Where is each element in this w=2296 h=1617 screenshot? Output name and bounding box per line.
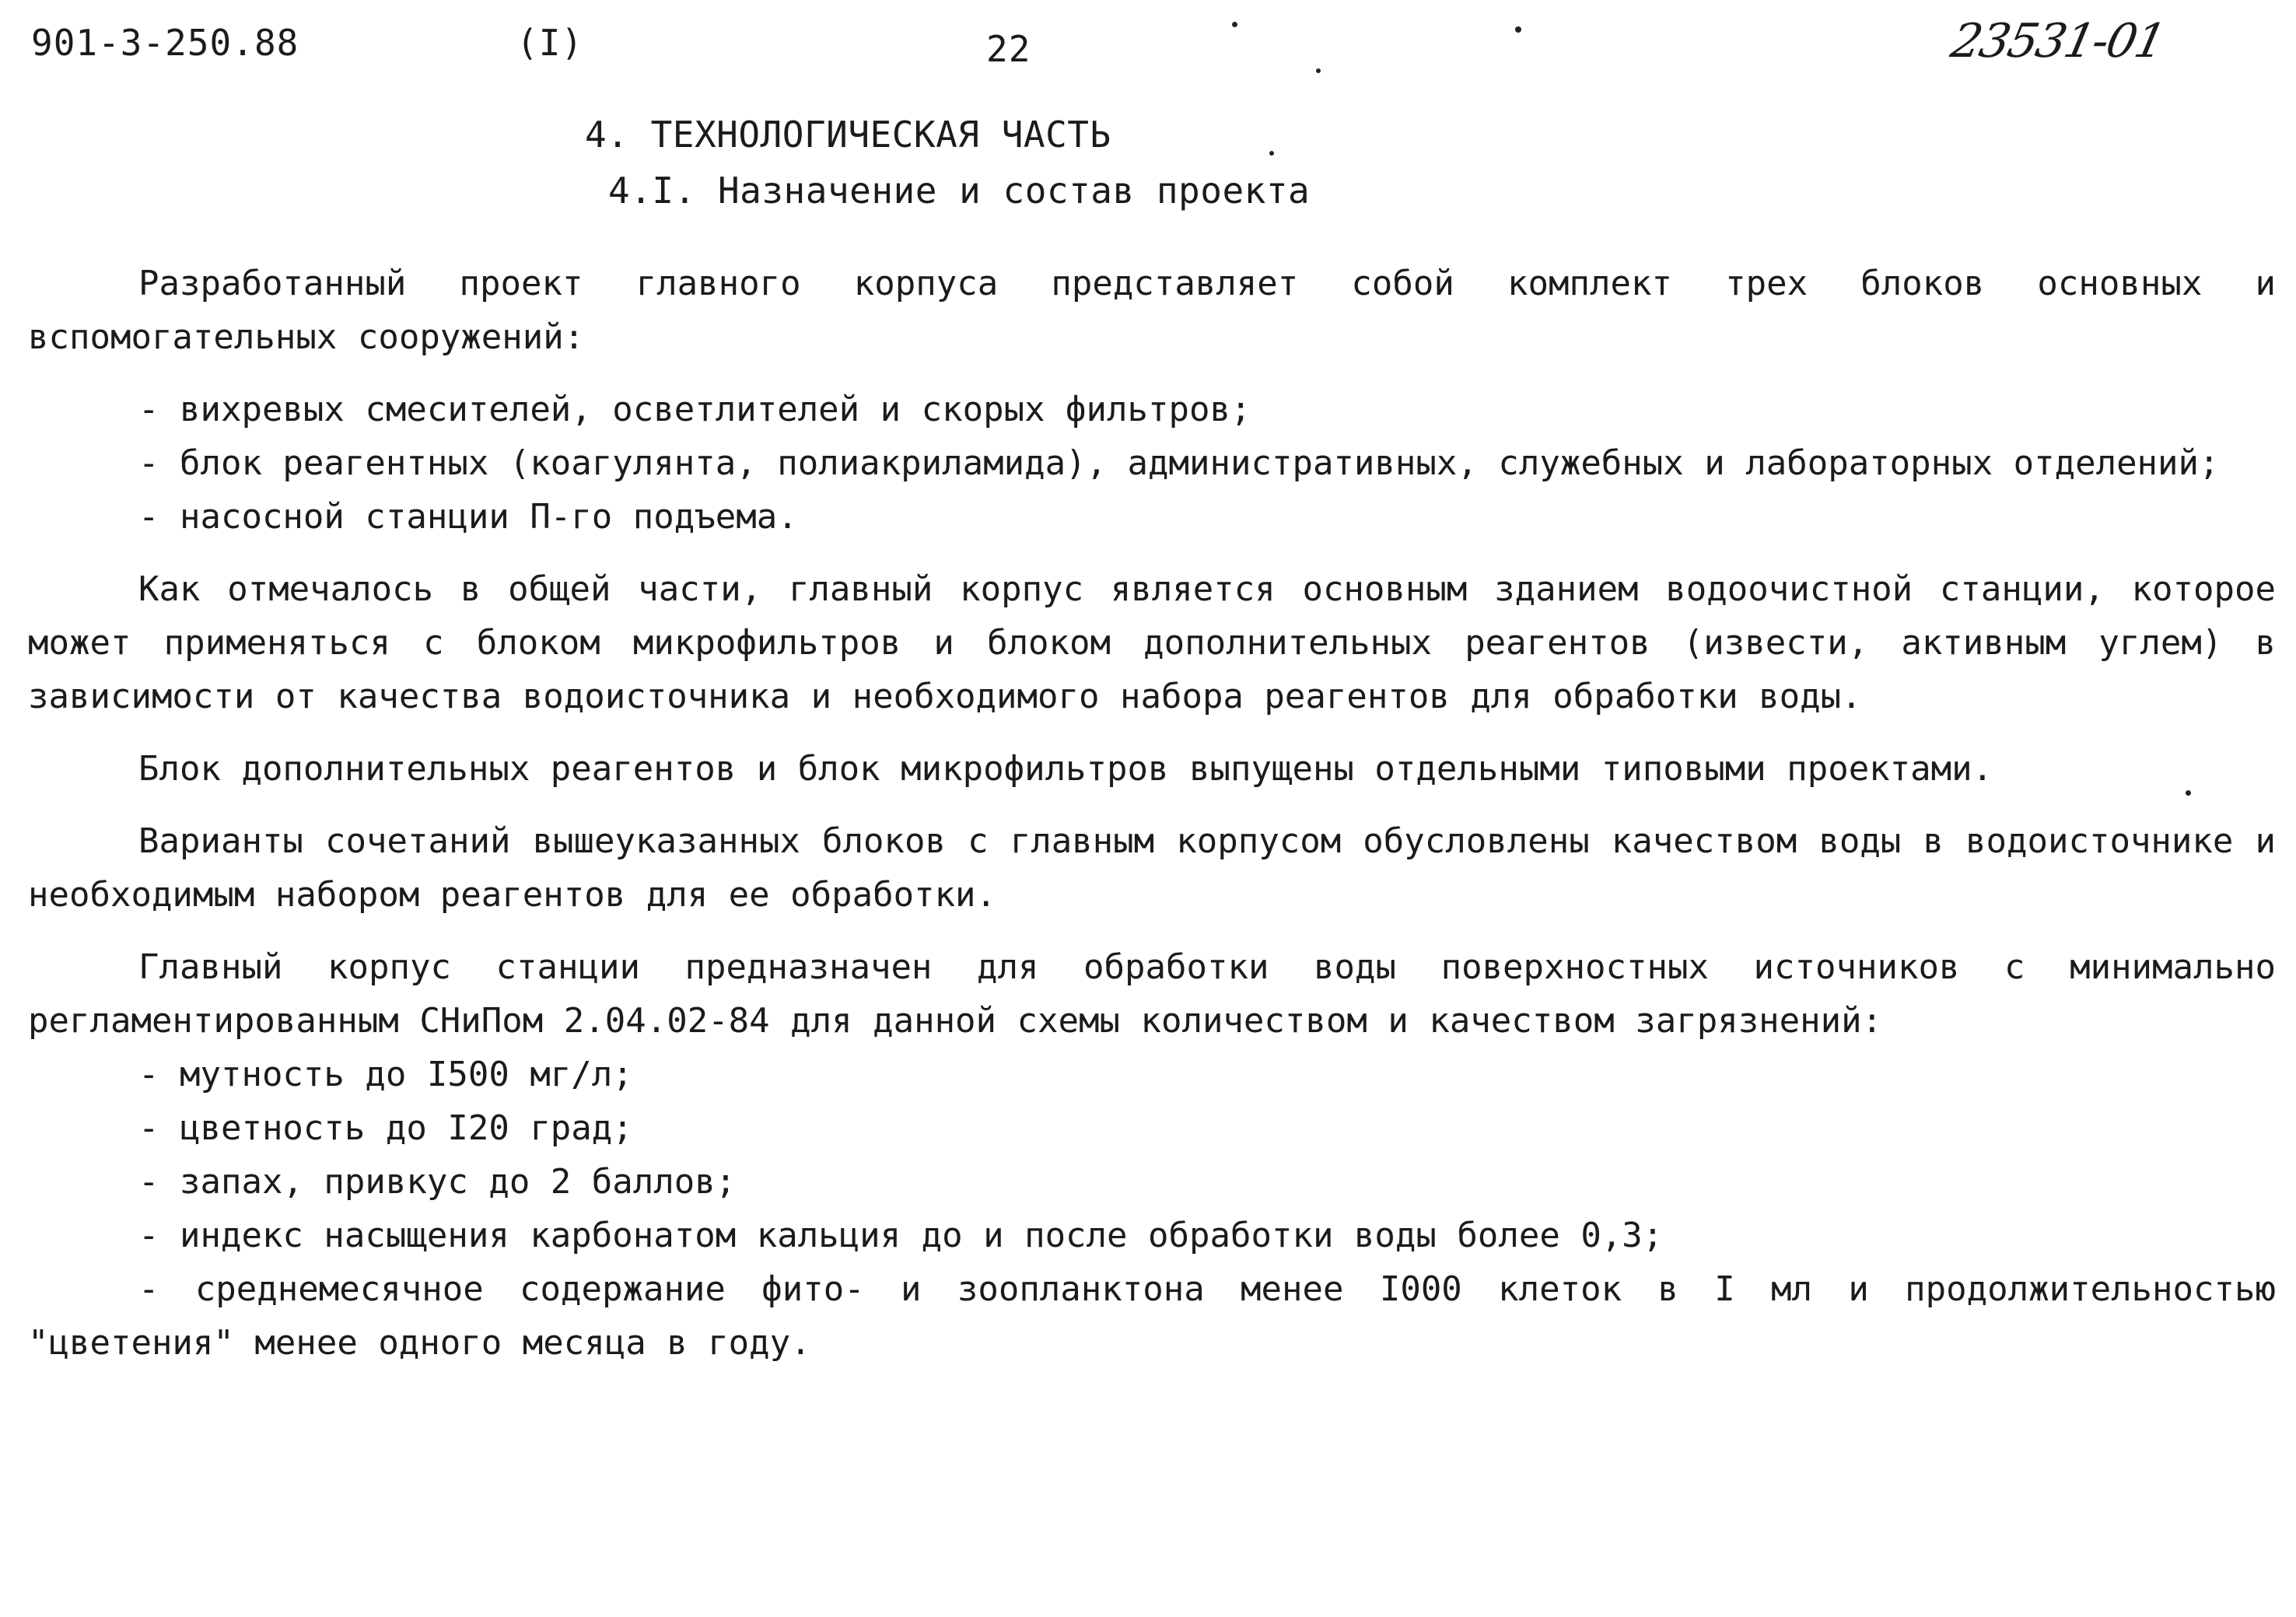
section-title: 4. ТЕХНОЛОГИЧЕСКАЯ ЧАСТЬ	[585, 114, 1111, 156]
list-item: - насосной станции П-го подъема.	[138, 497, 798, 537]
subsection-title: 4.I. Назначение и состав проекта	[608, 170, 1311, 212]
list-item: - среднемесячное содержание фито- и зоопланктона менее I000 клеток в I мл и продолжительностью "цветения" менее одного месяца в году.	[28, 1269, 2276, 1363]
scan-speck	[2186, 790, 2191, 796]
requirements-list	[28, 1048, 2276, 1370]
paragraph: Как отмечалось в общей части, главный корпус является основным зданием водоочистной станции, которое может применяться с блоком микрофильтров и блоком дополнительных реагентов (извести, активным углем) в зависимости от качества водоисточника и необходимого набора реагентов для обработки воды.	[28, 569, 2276, 716]
intro-paragraph: Разработанный проект главного корпуса представляет собой комплект трех блоков основных и вспомогательных сооружений:	[28, 264, 2276, 357]
handwritten-inventory-number: 23531-01	[1946, 14, 2169, 68]
sheet-marker: (I)	[516, 22, 584, 64]
document-code: 901-3-250.88	[31, 22, 299, 64]
scan-speck	[1232, 22, 1237, 27]
list-item: - запах, привкус до 2 баллов;	[138, 1162, 737, 1202]
paragraph: Блок дополнительных реагентов и блок микрофильтров выпущены отдельными типовыми проектами.	[138, 749, 1993, 789]
blocks-list	[28, 383, 2276, 544]
page-number: 22	[986, 28, 1031, 70]
document-body	[28, 257, 2276, 1370]
list-item: - вихревых смесителей, осветлителей и скорых фильтров;	[138, 390, 1251, 429]
list-item: - мутность до I500 мг/л;	[138, 1055, 633, 1094]
list-item: - блок реагентных (коагулянта, полиакриламида), административных, служебных и лабораторных отделений;	[138, 443, 2220, 483]
scan-speck	[1316, 68, 1321, 73]
paragraph: Варианты сочетаний вышеуказанных блоков с главным корпусом обусловлены качеством воды в водоисточнике и необходимым набором реагентов для ее обработки.	[28, 821, 2276, 915]
list-item: - индекс насыщения карбонатом кальция до и после обработки воды более 0,3;	[138, 1216, 1664, 1255]
scan-speck	[1515, 26, 1521, 33]
list-item: - цветность до I20 град;	[138, 1108, 633, 1148]
paragraph: Главный корпус станции предназначен для обработки воды поверхностных источников с минимально регламентированным СНиПом 2.04.02-84 для данной схемы количеством и качеством загрязнений:	[28, 947, 2276, 1041]
scan-speck	[1269, 151, 1274, 156]
